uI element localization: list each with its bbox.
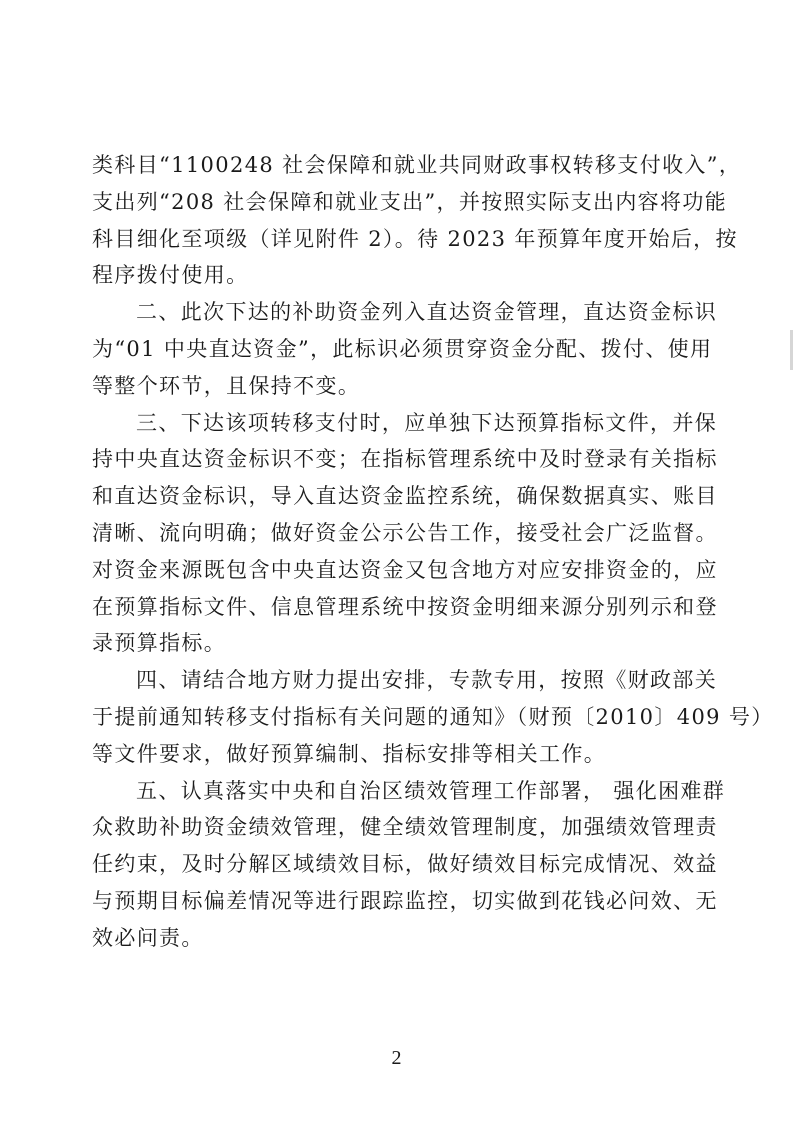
- text-line: 等文件要求，做好预算编制、指标安排等相关工作。: [92, 741, 607, 766]
- text-line: 持中央直达资金标识不变；在指标管理系统中及时登录有关指标: [92, 447, 718, 472]
- paragraph-5: [92, 773, 726, 957]
- paragraph-4: [92, 662, 774, 772]
- text-line: 对资金来源既包含中央直达资金又包含地方对应安排资金的，应: [92, 557, 718, 582]
- text-line: 效必问责。: [92, 925, 204, 950]
- text-line: 五、认真落实中央和自治区绩效管理工作部署， 强化困难群: [136, 778, 726, 803]
- text-line: 类科目“1100248 社会保障和就业共同财政事权转移支付收入”，: [92, 153, 742, 177]
- paragraph-continuation: [92, 147, 742, 294]
- text-line: 在预算指标文件、信息管理系统中按资金明细来源分别列示和登: [92, 594, 718, 619]
- document-body: [92, 147, 774, 957]
- text-line: 和直达资金标识，导入直达资金监控系统，确保数据真实、账目: [92, 484, 718, 509]
- text-line: 程序拨付使用。: [92, 263, 249, 288]
- text-line: 与预期目标偏差情况等进行跟踪监控，切实做到花钱必问效、无: [92, 888, 718, 913]
- text-line: 清晰、流向明确；做好资金公示公告工作，接受社会广泛监督。: [92, 520, 718, 545]
- text-line: 支出列“208 社会保障和就业支出”，并按照实际支出内容将功能: [92, 189, 728, 214]
- text-line: 任约束，及时分解区域绩效目标，做好绩效目标完成情况、效益: [92, 852, 718, 877]
- text-line: 录预算指标。: [92, 631, 227, 656]
- text-line: 二、此次下达的补助资金列入直达资金管理，直达资金标识: [136, 300, 718, 325]
- text-line: 于提前通知转移支付指标有关问题的通知》（财预〔2010〕409 号）: [92, 704, 774, 729]
- text-line: 等整个环节，且保持不变。: [92, 373, 361, 398]
- text-line: 四、请结合地方财力提出安排，专款专用，按照《财政部关: [136, 668, 718, 693]
- text-line: 科目细化至项级（详见附件 2）。待 2023 年预算年度开始后，按: [92, 226, 738, 251]
- paragraph-3: [92, 405, 718, 663]
- text-line: 为“01 中央直达资金”，此标识必须贯穿资金分配、拨付、使用: [92, 336, 713, 361]
- page-number: 2: [391, 1047, 402, 1069]
- text-line: 三、下达该项转移支付时，应单独下达预算指标文件，并保: [136, 410, 718, 435]
- paragraph-2: [92, 294, 718, 404]
- text-line: 众救助补助资金绩效管理，健全绩效管理制度，加强绩效管理责: [92, 815, 718, 840]
